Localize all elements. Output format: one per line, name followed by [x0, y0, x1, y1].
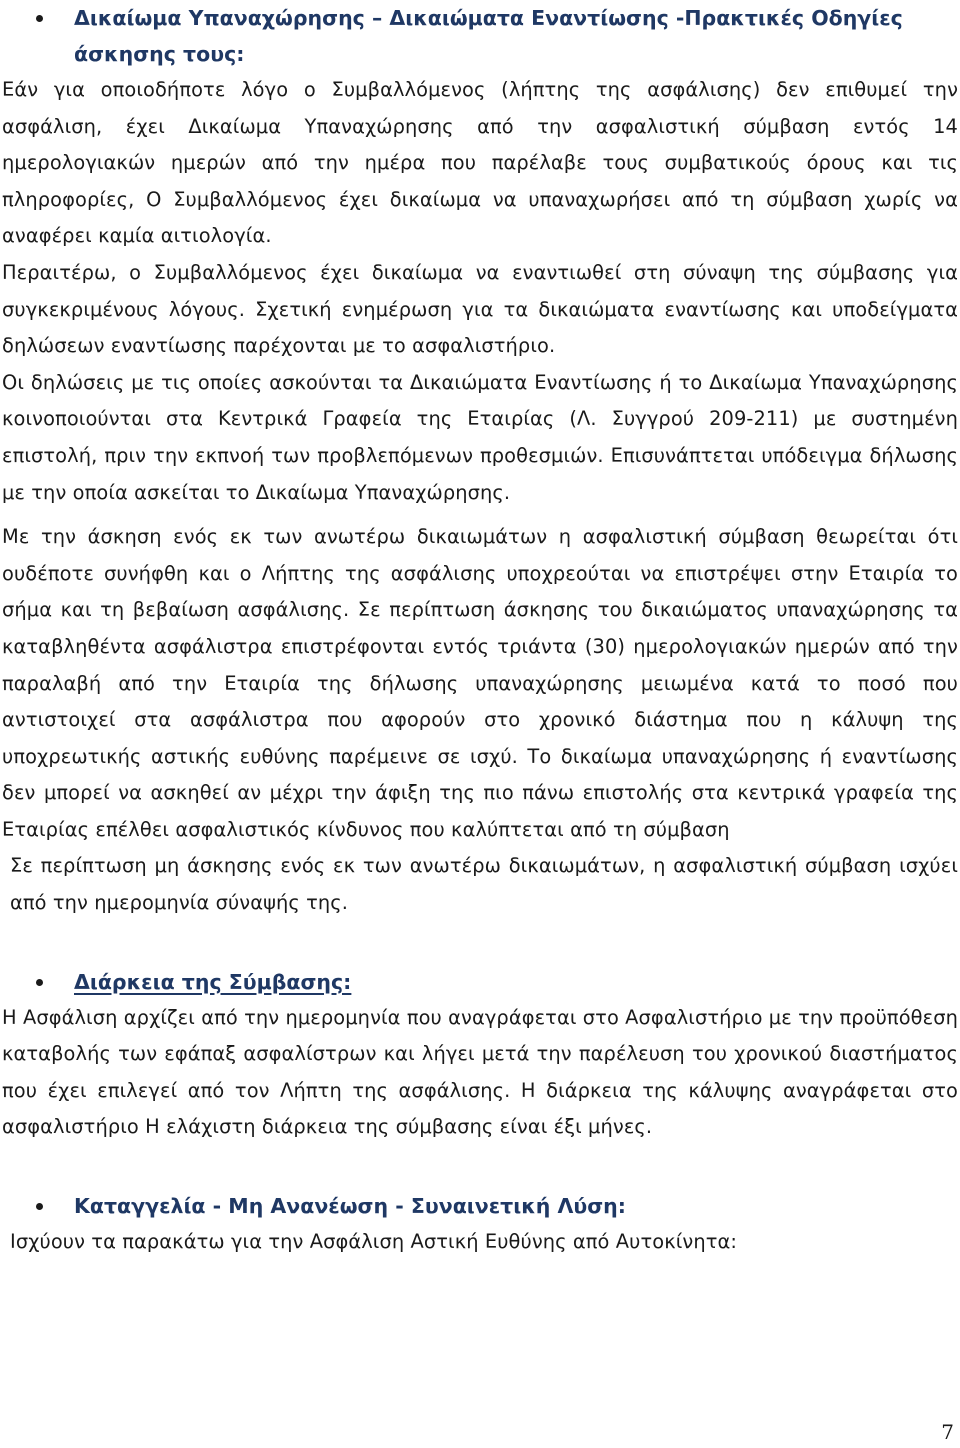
withdrawal-paragraph-3: Οι δηλώσεις με τις οποίες ασκούνται τα Δικαιώματα Εναντίωσης ή το Δικαίωμα Υπαναχώρησης κοινοποιούνται στα Κεντρικά Γραφεία της Εταιρίας (Λ. Συγγρού 209-211) με συστημένη επιστολή, πριν την εκπνοή των προβλεπόμενων προθεσμιών. Επισυνάπτεται υπόδειγμα δήλωσης με την οποία ασκείται το Δικαίωμα Υπαναχώρησης.: [2, 370, 958, 504]
page-number: 7: [941, 1420, 954, 1444]
bullet-icon: [36, 979, 43, 986]
bullet-icon: [36, 1203, 43, 1210]
termination-paragraph: Ισχύουν τα παρακάτω για την Ασφάλιση Αστική Ευθύνης από Αυτοκίνητα:: [10, 1230, 738, 1254]
heading-line-1: Δικαίωμα Υπαναχώρησης – Δικαιώματα Εναντίωσης -Πρακτικές Οδηγίες: [74, 6, 903, 30]
heading-line-2: άσκησης τους:: [74, 42, 245, 66]
duration-heading-text: Διάρκεια της Σύμβασης:: [74, 969, 352, 994]
section-heading-withdrawal: [2, 0, 958, 72]
section-heading-termination: [2, 1188, 958, 1224]
duration-paragraph: Η Ασφάλιση αρχίζει από την ημερομηνία που αναγράφεται στο Ασφαλιστήριο με την προϋπόθεση καταβολής των εφάπαξ ασφαλίστρων και λήγει μετά την παρέλευση του χρονικού διαστήματος που έχει επιλεγεί από τον Λήπτη της ασφάλισης. Η διάρκεια της κάλυψης αναγράφεται στο ασφαλιστήριο Η ελάχιστη διάρκεια της σύμβασης είναι έξι μήνες.: [2, 1005, 958, 1139]
withdrawal-paragraph-5: Σε περίπτωση μη άσκησης ενός εκ των ανωτέρω δικαιωμάτων, η ασφαλιστική σύμβαση ισχύει από την ημερομηνία σύναψής της.: [10, 854, 958, 915]
section-heading-duration: [2, 964, 958, 1000]
termination-heading-text: Καταγγελία - Μη Ανανέωση - Συναινετική Λύση:: [74, 1194, 626, 1219]
withdrawal-paragraph-4: Με την άσκηση ενός εκ των ανωτέρω δικαιωμάτων η ασφαλιστική σύμβαση θεωρείται ότι ουδέποτε συνήφθη και ο Λήπτης της ασφάλισης υποχρεούται να επιστρέψει στην Εταιρία το σήμα και τη βεβαίωση ασφάλισης. Σε περίπτωση άσκησης του δικαιώματος υπαναχώρησης τα καταβληθέντα ασφάλιστρα επιστρέφονται εντός τριάντα (30) ημερολογιακών ημερών από την παραλαβή από την Εταιρία της δήλωσης υπαναχώρησης μειωμένα κατά το ποσό που αντιστοιχεί στα ασφάλιστρα που αφορούν στο χρονικό διάστημα που η κάλυψη της υποχρεωτικής αστικής ευθύνης παρέμεινε σε ισχύ. Το δικαίωμα υπαναχώρησης ή εναντίωσης δεν μπορεί να ασκηθεί αν μέχρι την άφιξη της πιο πάνω επιστολής στα κεντρικά γραφεία της Εταιρίας επέλθει ασφαλιστικός κίνδυνος που καλύπτεται από τη σύμβαση: [2, 525, 958, 841]
document-page: [2, 0, 958, 1261]
withdrawal-paragraph-2: Περαιτέρω, ο Συμβαλλόμενος έχει δικαίωμα να εναντιωθεί στη σύναψη της σύμβασης για συγκεκριμένους λόγους. Σχετική ενημέρωση για τα δικαιώματα εναντίωσης και υποδείγματα δηλώσεων εναντίωσης παρέχονται με το ασφαλιστήριο.: [2, 260, 958, 358]
bullet-icon: [36, 15, 43, 22]
withdrawal-paragraph-1: Εάν για οποιοδήποτε λόγο ο Συμβαλλόμενος (λήπτης της ασφάλισης) δεν επιθυμεί την ασφάλιση, έχει Δικαίωμα Υπαναχώρησης από την ασφαλιστική σύμβαση εντός 14 ημερολογιακών ημερών από την ημέρα που παρέλαβε τους συμβατικούς όρους και τις πληροφορίες, Ο Συμβαλλόμενος έχει δικαίωμα να υπαναχωρήσει από τη σύμβαση χωρίς να αναφέρει καμία αιτιολογία.: [2, 78, 958, 248]
